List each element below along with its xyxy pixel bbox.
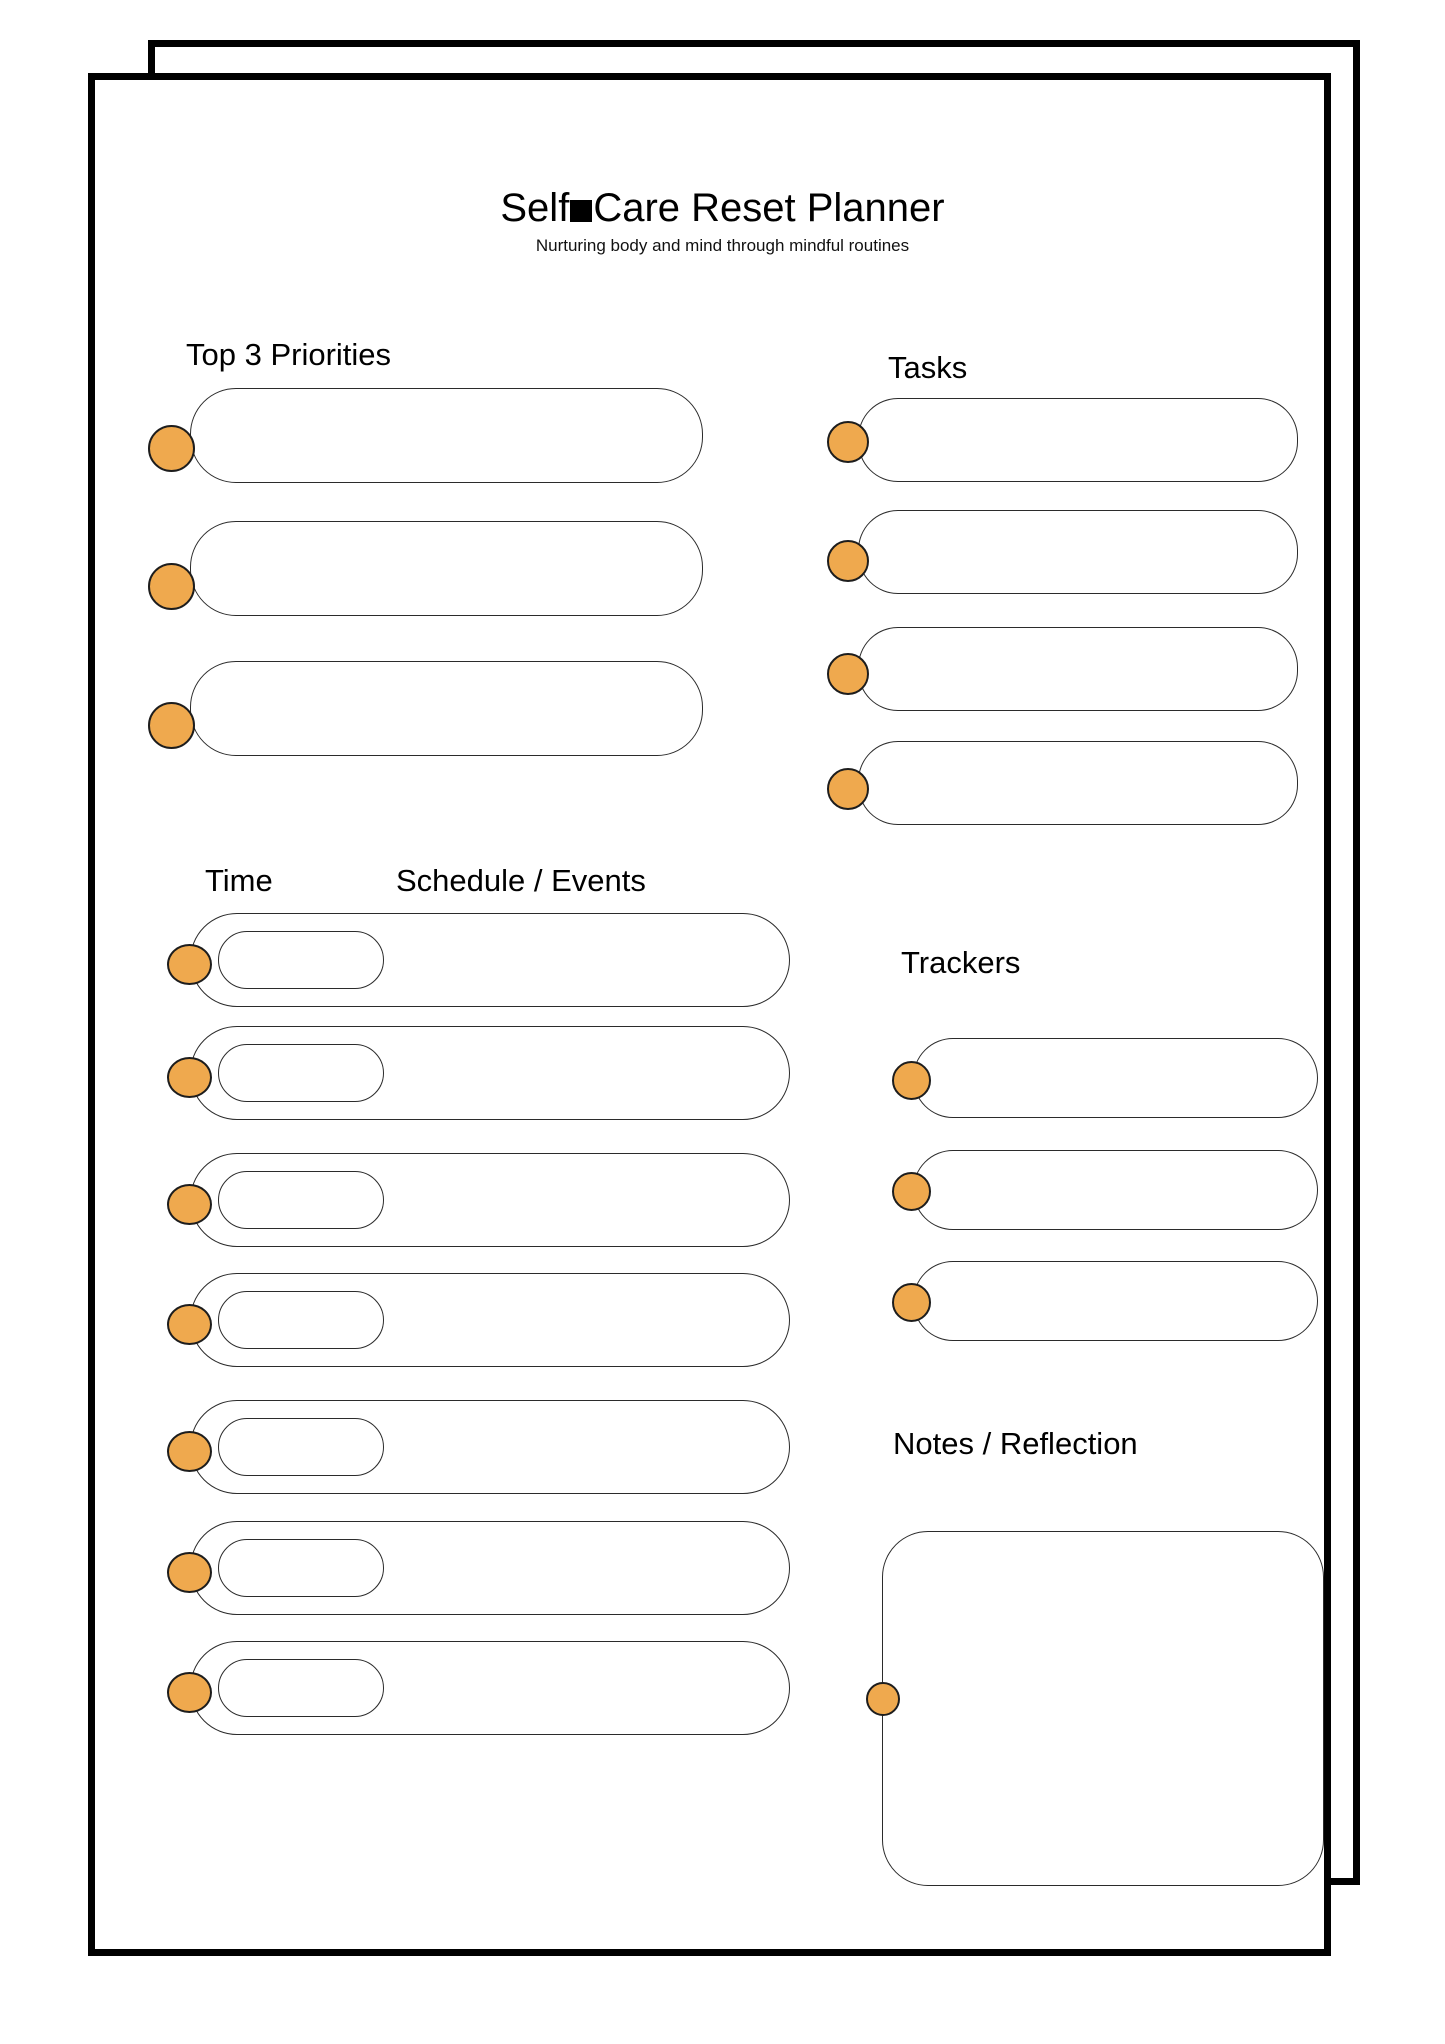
missing-glyph-box-icon [570,200,592,222]
schedule-time-slot-1[interactable] [218,931,384,989]
notes-heading: Notes / Reflection [893,1426,1138,1461]
priority-row-1[interactable] [190,388,703,483]
priorities-heading: Top 3 Priorities [186,337,392,372]
schedule-time-slot-7[interactable] [218,1659,384,1717]
document-header [0,188,1445,256]
schedule-bullet-2-icon[interactable] [167,1057,212,1098]
task-row-1[interactable] [858,398,1298,482]
schedule-time-slot-2[interactable] [218,1044,384,1102]
schedule-time-slot-5[interactable] [218,1418,384,1476]
task-row-4[interactable] [858,741,1298,825]
schedule-bullet-6-icon[interactable] [167,1552,212,1593]
priority-bullet-1-icon[interactable] [148,425,195,472]
tracker-row-3[interactable] [913,1261,1318,1341]
tracker-bullet-1-icon[interactable] [892,1061,931,1100]
tracker-bullet-2-icon[interactable] [892,1172,931,1211]
schedule-events-heading: Schedule / Events [396,863,646,898]
task-row-2[interactable] [858,510,1298,594]
schedule-bullet-4-icon[interactable] [167,1304,212,1345]
schedule-time-heading: Time [205,863,273,898]
page-title-prefix: Self [500,186,570,230]
page-subtitle: Nurturing body and mind through mindful routines [535,235,910,255]
tasks-heading: Tasks [888,350,968,385]
trackers-heading: Trackers [901,945,1021,980]
task-bullet-2-icon[interactable] [827,540,869,582]
task-bullet-3-icon[interactable] [827,653,869,695]
priority-bullet-3-icon[interactable] [148,702,195,749]
schedule-time-slot-4[interactable] [218,1291,384,1349]
notes-textarea[interactable] [882,1531,1324,1886]
tracker-row-2[interactable] [913,1150,1318,1230]
priority-row-3[interactable] [190,661,703,756]
schedule-bullet-7-icon[interactable] [167,1672,212,1713]
task-bullet-4-icon[interactable] [827,768,869,810]
tracker-bullet-3-icon[interactable] [892,1283,931,1322]
priority-bullet-2-icon[interactable] [148,563,195,610]
page-title [0,188,1445,229]
schedule-bullet-5-icon[interactable] [167,1431,212,1472]
task-bullet-1-icon[interactable] [827,421,869,463]
notes-bullet-icon[interactable] [866,1682,900,1716]
schedule-bullet-1-icon[interactable] [167,944,212,985]
priority-row-2[interactable] [190,521,703,616]
task-row-3[interactable] [858,627,1298,711]
schedule-time-slot-3[interactable] [218,1171,384,1229]
schedule-time-slot-6[interactable] [218,1539,384,1597]
schedule-bullet-3-icon[interactable] [167,1184,212,1225]
tracker-row-1[interactable] [913,1038,1318,1118]
page-title-suffix: Care Reset Planner [593,186,945,230]
